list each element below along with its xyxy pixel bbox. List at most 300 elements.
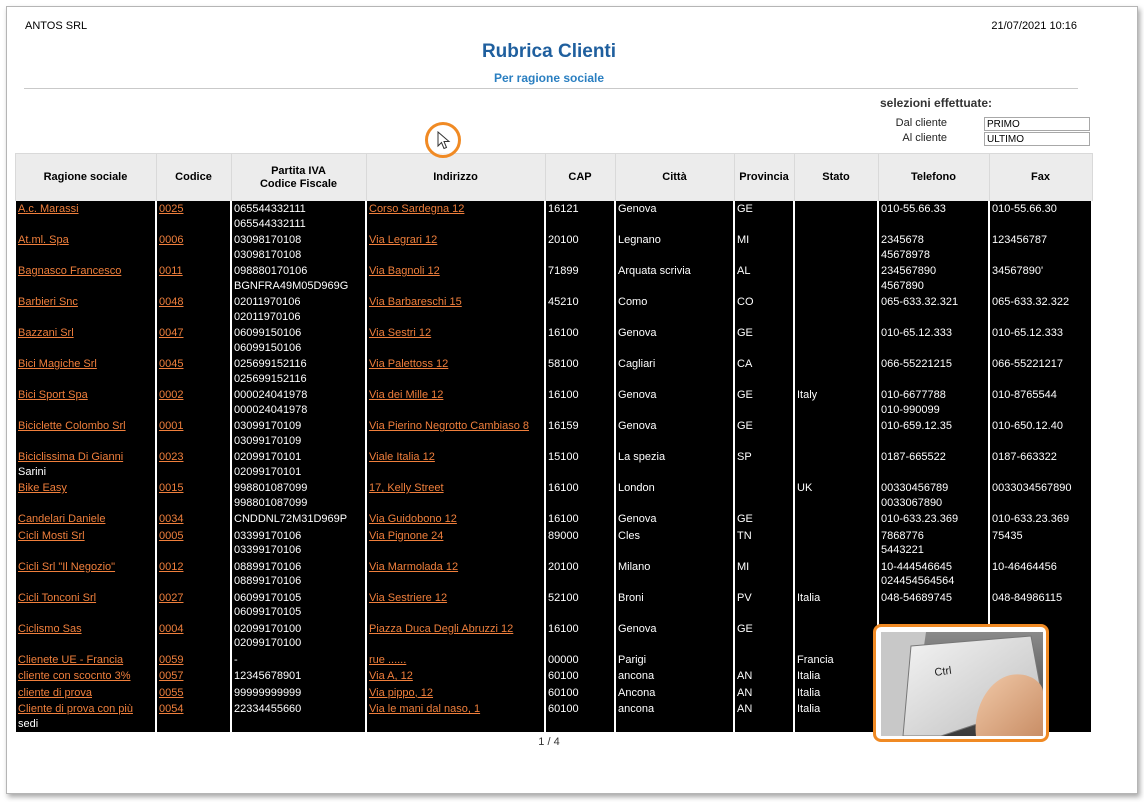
client-code-link[interactable]: 0005 [159, 529, 184, 542]
selection-from-label: Dal cliente [895, 117, 947, 129]
cell-provincia: PV [734, 590, 794, 621]
cell-fax: 10-46464456 [989, 559, 1092, 590]
cell-ragione-sociale [15, 590, 156, 621]
client-name-link[interactable]: Cicli Mosti Srl [18, 529, 85, 542]
cell-fax: 048-84986115 [989, 590, 1092, 621]
column-header-cap: CAP [545, 154, 615, 202]
cell-indirizzo [366, 263, 545, 294]
partita-iva-value: 02099170101 [234, 451, 302, 463]
cell-telefono [878, 356, 989, 387]
phone-value-2: 5443221 [881, 544, 924, 556]
cell-partita-iva [231, 528, 366, 559]
phone-value: 066-55221215 [881, 358, 952, 370]
cell-citta: Broni [615, 590, 734, 621]
cell-telefono [878, 511, 989, 528]
cell-ragione-sociale [15, 263, 156, 294]
client-code-link[interactable]: 0027 [159, 591, 184, 604]
cell-cap: 15100 [545, 449, 615, 480]
cell-provincia [734, 652, 794, 669]
cell-stato: Italia [794, 685, 878, 702]
cell-partita-iva [231, 325, 366, 356]
cell-partita-iva [231, 668, 366, 685]
client-name-link[interactable]: Clienete UE - Francia [18, 653, 124, 666]
cell-partita-iva [231, 685, 366, 702]
address-link[interactable]: Via Marmolada 12 [369, 560, 459, 573]
selection-to-label: Al cliente [902, 132, 947, 144]
cell-telefono [878, 325, 989, 356]
cell-citta: Milano [615, 559, 734, 590]
cell-ragione-sociale [15, 701, 156, 732]
cell-indirizzo [366, 559, 545, 590]
table-row [15, 528, 1092, 559]
cell-provincia: GE [734, 621, 794, 652]
cell-fax: 0187-663322 [989, 449, 1092, 480]
cell-cap: 16100 [545, 511, 615, 528]
phone-value-2: 010-990099 [881, 403, 940, 416]
partita-iva-value: 03099170109 [234, 420, 302, 432]
address-link[interactable]: Via Pignone 24 [369, 529, 444, 542]
phone-value: 10-444546645 [881, 560, 952, 573]
table-row [15, 232, 1092, 263]
cell-stato [794, 356, 878, 387]
column-header-stato: Stato [794, 154, 878, 202]
address-link[interactable]: Via dei Mille 12 [369, 389, 444, 401]
address-link[interactable]: Piazza Duca Degli Abruzzi 12 [369, 622, 514, 635]
cell-provincia: GE [734, 418, 794, 449]
client-name-link[interactable]: Candelari Daniele [18, 513, 106, 525]
table-row [15, 387, 1092, 418]
ctrl-key-overlay [873, 624, 1049, 742]
phone-value: 0187-665522 [881, 451, 946, 463]
cell-fax: 010-65.12.333 [989, 325, 1092, 356]
client-name-cont: Sarini [18, 465, 47, 478]
codice-fiscale-value: 02099170101 [234, 465, 302, 478]
report-subtitle: Per ragione sociale [493, 71, 605, 85]
table-row [15, 201, 1092, 232]
cell-ragione-sociale [15, 418, 156, 449]
cell-partita-iva [231, 480, 366, 511]
client-name-link[interactable]: A.c. Marassi [18, 203, 79, 215]
cell-indirizzo [366, 449, 545, 480]
cell-telefono [878, 590, 989, 621]
client-name-link[interactable]: Biciclissima Di Gianni [18, 451, 124, 463]
cell-fax: 123456787 [989, 232, 1092, 263]
phone-value-2: 0033067890 [881, 496, 943, 509]
codice-fiscale-value: 025699152116 [234, 372, 307, 385]
column-header-fax: Fax [989, 154, 1092, 202]
ctrl-key-label: Ctrl [933, 664, 953, 679]
address-link[interactable]: Via Sestri 12 [369, 327, 432, 339]
client-code-link[interactable]: 0047 [159, 327, 184, 339]
cell-cap: 58100 [545, 356, 615, 387]
cell-partita-iva [231, 621, 366, 652]
cell-cap: 16100 [545, 621, 615, 652]
phone-value: 7868776 [881, 529, 924, 542]
cell-indirizzo [366, 387, 545, 418]
client-code-link[interactable]: 0004 [159, 622, 184, 635]
phone-value: 065-633.32.321 [881, 296, 959, 308]
cell-codice [156, 621, 231, 652]
selection-from-row [887, 117, 1090, 132]
cell-stato [794, 418, 878, 449]
cell-provincia: AN [734, 701, 794, 732]
cell-stato [794, 449, 878, 480]
cell-provincia: CA [734, 356, 794, 387]
report-datetime: 21/07/2021 10:16 [991, 20, 1077, 32]
column-header-citta: Città [615, 154, 734, 202]
cell-cap: 60100 [545, 701, 615, 732]
cell-indirizzo [366, 480, 545, 511]
cell-indirizzo [366, 418, 545, 449]
partita-iva-value: 998801087099 [234, 482, 308, 494]
cell-cap: 16100 [545, 325, 615, 356]
cell-provincia: GE [734, 325, 794, 356]
cell-cap: 16121 [545, 201, 615, 232]
cell-stato: Italia [794, 701, 878, 732]
address-link[interactable]: Via Guidobono 12 [369, 513, 457, 525]
client-code-link[interactable]: 0055 [159, 686, 184, 699]
cell-cap: 60100 [545, 668, 615, 685]
cell-telefono [878, 294, 989, 325]
column-header-codice: Codice [156, 154, 231, 202]
selections-title: selezioni effettuate: [880, 96, 993, 110]
client-name-link[interactable]: Bici Sport Spa [18, 389, 88, 401]
cell-codice [156, 356, 231, 387]
address-link[interactable]: Via pippo, 12 [369, 686, 434, 699]
address-link[interactable]: rue ...... [369, 653, 407, 666]
cell-provincia: MI [734, 559, 794, 590]
address-link[interactable]: Via Bagnoli 12 [369, 265, 440, 277]
cell-stato [794, 232, 878, 263]
client-code-link[interactable]: 0048 [159, 296, 184, 308]
partita-iva-value: 03399170106 [234, 529, 302, 542]
cell-citta: ancona [615, 668, 734, 685]
partita-iva-value: 02099170100 [234, 622, 302, 635]
cell-codice [156, 325, 231, 356]
cell-telefono [878, 528, 989, 559]
cell-fax: 0033034567890 [989, 480, 1092, 511]
codice-fiscale-value: BGNFRA49M05D969G [234, 279, 349, 292]
cell-indirizzo [366, 701, 545, 732]
phone-value: 010-659.12.35 [881, 420, 952, 432]
cell-cap: 16100 [545, 387, 615, 418]
cell-citta: Cagliari [615, 356, 734, 387]
cell-cap: 00000 [545, 652, 615, 669]
cell-partita-iva [231, 449, 366, 480]
partita-iva-value: 03098170108 [234, 234, 302, 246]
selection-to-value: ULTIMO [984, 132, 1090, 146]
cell-telefono [878, 387, 989, 418]
cell-codice [156, 418, 231, 449]
client-code-link[interactable]: 0023 [159, 451, 184, 463]
cell-ragione-sociale [15, 668, 156, 685]
cell-indirizzo [366, 232, 545, 263]
cell-cap: 45210 [545, 294, 615, 325]
cell-stato [794, 325, 878, 356]
cell-stato [794, 528, 878, 559]
cell-partita-iva [231, 294, 366, 325]
client-code-link[interactable]: 0006 [159, 234, 184, 246]
cell-citta: Parigi [615, 652, 734, 669]
table-row [15, 559, 1092, 590]
cell-partita-iva [231, 559, 366, 590]
cell-stato [794, 201, 878, 232]
client-name-link[interactable]: Cicli Tonconi Srl [18, 591, 97, 604]
table-row [15, 480, 1092, 511]
partita-iva-value: 02011970106 [234, 296, 301, 308]
cell-stato: Italia [794, 668, 878, 685]
address-link[interactable]: Via le mani dal naso, 1 [369, 703, 481, 715]
cell-telefono [878, 232, 989, 263]
table-row [15, 418, 1092, 449]
cell-partita-iva [231, 201, 366, 232]
client-code-link[interactable]: 0057 [159, 670, 184, 682]
cell-fax: 010-8765544 [989, 387, 1092, 418]
page-indicator: 1 / 4 [538, 736, 560, 748]
cell-fax: 010-633.23.369 [989, 511, 1092, 528]
cell-telefono [878, 480, 989, 511]
address-link[interactable]: Via A, 12 [369, 670, 413, 682]
table-row [15, 356, 1092, 387]
cell-ragione-sociale [15, 621, 156, 652]
codice-fiscale-value: 998801087099 [234, 496, 308, 509]
cell-indirizzo [366, 325, 545, 356]
client-code-link[interactable]: 0012 [159, 560, 184, 573]
cell-ragione-sociale [15, 511, 156, 528]
client-code-link[interactable]: 0002 [159, 389, 184, 401]
selection-from-value: PRIMO [984, 117, 1090, 131]
cell-fax: 065-633.32.322 [989, 294, 1092, 325]
client-name-link[interactable]: Ciclismo Sas [18, 622, 82, 635]
partita-iva-value: - [234, 653, 238, 666]
partita-iva-value: 065544332111 [234, 203, 306, 215]
partita-iva-value: 12345678901 [234, 670, 302, 682]
report-title: Rubrica Clienti [481, 41, 617, 62]
cell-stato [794, 511, 878, 528]
selection-to-row [887, 132, 1090, 147]
codice-fiscale-value: 03399170106 [234, 544, 302, 556]
cell-citta: Cles [615, 528, 734, 559]
cell-codice [156, 201, 231, 232]
column-header-ragione-sociale: Ragione sociale [15, 154, 156, 202]
cell-indirizzo [366, 685, 545, 702]
cell-citta: Genova [615, 201, 734, 232]
cell-cap: 89000 [545, 528, 615, 559]
client-code-link[interactable]: 0054 [159, 703, 184, 715]
table-row [15, 325, 1092, 356]
cell-codice [156, 590, 231, 621]
cell-partita-iva [231, 511, 366, 528]
header-divider [24, 88, 1078, 89]
codice-fiscale-value: 02011970106 [234, 310, 301, 323]
cell-codice [156, 511, 231, 528]
client-code-link[interactable]: 0011 [159, 265, 183, 277]
phone-value: 00330456789 [881, 482, 949, 494]
phone-value: 234567890 [881, 265, 937, 277]
cell-codice [156, 701, 231, 732]
cell-partita-iva [231, 232, 366, 263]
phone-value: 048-54689745 [881, 591, 952, 604]
cell-fax: 010-650.12.40 [989, 418, 1092, 449]
client-name-link[interactable]: cliente di prova [18, 686, 92, 699]
partita-iva-value: 22334455660 [234, 703, 302, 715]
cell-ragione-sociale [15, 685, 156, 702]
client-name-link[interactable]: Bike Easy [18, 482, 67, 494]
cell-cap: 16100 [545, 480, 615, 511]
phone-value: 010-633.23.369 [881, 513, 959, 525]
cell-codice [156, 263, 231, 294]
column-header-piva-label: Partita IVA [271, 164, 326, 177]
cell-codice [156, 480, 231, 511]
partita-iva-value: 000024041978 [234, 389, 308, 401]
partita-iva-value: 06099150106 [234, 327, 302, 339]
address-link[interactable]: Via Palettoss 12 [369, 358, 449, 370]
codice-fiscale-value: 02099170100 [234, 637, 302, 649]
cell-codice [156, 685, 231, 702]
address-link[interactable]: Via Sestriere 12 [369, 591, 448, 604]
cell-codice [156, 652, 231, 669]
cell-telefono [878, 418, 989, 449]
client-name-link[interactable]: Bazzani Srl [18, 327, 74, 339]
cell-ragione-sociale [15, 232, 156, 263]
cell-stato: Italia [794, 590, 878, 621]
client-name-link[interactable]: Bici Magiche Srl [18, 358, 97, 370]
cell-ragione-sociale [15, 652, 156, 669]
cell-citta: Genova [615, 621, 734, 652]
client-code-link[interactable]: 0015 [159, 482, 184, 494]
cell-codice [156, 232, 231, 263]
cell-provincia: GE [734, 201, 794, 232]
client-name-link[interactable]: At.ml. Spa [18, 234, 69, 246]
cell-cap: 20100 [545, 232, 615, 263]
cell-codice [156, 449, 231, 480]
partita-iva-value: 06099170105 [234, 591, 302, 604]
table-row [15, 590, 1092, 621]
phone-value: 010-55.66.33 [881, 203, 946, 215]
codice-fiscale-value: 06099150106 [234, 341, 302, 354]
cell-stato: UK [794, 480, 878, 511]
cell-ragione-sociale [15, 294, 156, 325]
codice-fiscale-value: 08899170106 [234, 575, 302, 587]
cell-codice [156, 528, 231, 559]
cell-provincia: GE [734, 511, 794, 528]
client-name-link[interactable]: Biciclette Colombo Srl [18, 420, 126, 432]
partita-iva-value: 025699152116 [234, 358, 307, 370]
address-link[interactable]: Viale Italia 12 [369, 451, 435, 463]
address-link[interactable]: Via Barbareschi 15 [369, 296, 462, 308]
cell-indirizzo [366, 621, 545, 652]
column-header-telefono: Telefono [878, 154, 989, 202]
cell-ragione-sociale [15, 559, 156, 590]
cell-stato [794, 559, 878, 590]
cell-fax: 010-55.66.30 [989, 201, 1092, 232]
column-header-indirizzo: Indirizzo [366, 154, 545, 202]
cell-indirizzo [366, 668, 545, 685]
column-header-cf-label: Codice Fiscale [259, 177, 338, 190]
cell-provincia: GE [734, 387, 794, 418]
cell-indirizzo [366, 652, 545, 669]
partita-iva-value: 098880170106 [234, 265, 308, 277]
company-name: ANTOS SRL [25, 20, 88, 32]
cell-citta: Genova [615, 418, 734, 449]
address-link[interactable]: Via Legrari 12 [369, 234, 438, 246]
phone-value: 010-6677788 [881, 389, 946, 401]
table-row [15, 294, 1092, 325]
client-code-link[interactable]: 0025 [159, 203, 184, 215]
table-row [15, 511, 1092, 528]
client-name-link[interactable]: Cicli Srl "Il Negozio" [18, 560, 116, 573]
cell-cap: 16159 [545, 418, 615, 449]
client-code-link[interactable]: 0001 [159, 420, 184, 432]
client-name-link[interactable]: Cliente di prova con più [18, 703, 133, 715]
cell-telefono [878, 201, 989, 232]
client-name-link[interactable]: Bagnasco Francesco [18, 265, 122, 277]
address-link[interactable]: Corso Sardegna 12 [369, 203, 465, 215]
cell-provincia [734, 480, 794, 511]
cell-ragione-sociale [15, 480, 156, 511]
address-link[interactable]: Via Pierino Negrotto Cambiaso 8 [369, 420, 529, 432]
codice-fiscale-value: 000024041978 [234, 403, 308, 416]
cell-citta: Genova [615, 511, 734, 528]
cell-telefono [878, 263, 989, 294]
cell-citta: Ancona [615, 685, 734, 702]
cell-indirizzo [366, 294, 545, 325]
client-code-link[interactable]: 0034 [159, 513, 184, 525]
cell-citta: Arquata scrivia [615, 263, 734, 294]
cell-stato: Francia [794, 652, 878, 669]
cell-telefono [878, 559, 989, 590]
cell-citta: ancona [615, 701, 734, 732]
partita-iva-value: CNDDNL72M31D969P [234, 513, 348, 525]
cell-partita-iva [231, 263, 366, 294]
cell-fax: 34567890' [989, 263, 1092, 294]
cell-partita-iva [231, 356, 366, 387]
partita-iva-value: 08899170106 [234, 560, 302, 573]
client-code-link[interactable]: 0059 [159, 653, 184, 666]
cell-partita-iva [231, 590, 366, 621]
phone-value-2: 45678978 [881, 248, 930, 261]
address-link[interactable]: 17, Kelly Street [369, 482, 444, 494]
cell-partita-iva [231, 418, 366, 449]
ctrl-key-icon [881, 632, 1043, 736]
phone-value: 2345678 [881, 234, 924, 246]
phone-value: 010-65.12.333 [881, 327, 952, 339]
client-code-link[interactable]: 0045 [159, 358, 184, 370]
cell-citta: London [615, 480, 734, 511]
cell-provincia: SP [734, 449, 794, 480]
cell-partita-iva [231, 701, 366, 732]
cell-cap: 71899 [545, 263, 615, 294]
client-name-link[interactable]: cliente con scocnto 3% [18, 670, 131, 682]
partita-iva-value: 99999999999 [234, 686, 302, 699]
client-name-link[interactable]: Barbieri Snc [18, 296, 78, 308]
cell-ragione-sociale [15, 387, 156, 418]
cell-cap: 20100 [545, 559, 615, 590]
cell-ragione-sociale [15, 201, 156, 232]
cell-indirizzo [366, 356, 545, 387]
cell-fax: 066-55221217 [989, 356, 1092, 387]
cell-stato [794, 621, 878, 652]
cell-provincia: MI [734, 232, 794, 263]
cell-partita-iva [231, 387, 366, 418]
cell-partita-iva [231, 652, 366, 669]
column-header-partita-iva [231, 154, 366, 202]
cell-provincia: TN [734, 528, 794, 559]
column-header-provincia: Provincia [734, 154, 794, 202]
cell-citta: Como [615, 294, 734, 325]
cell-indirizzo [366, 590, 545, 621]
cell-fax: 75435 [989, 528, 1092, 559]
